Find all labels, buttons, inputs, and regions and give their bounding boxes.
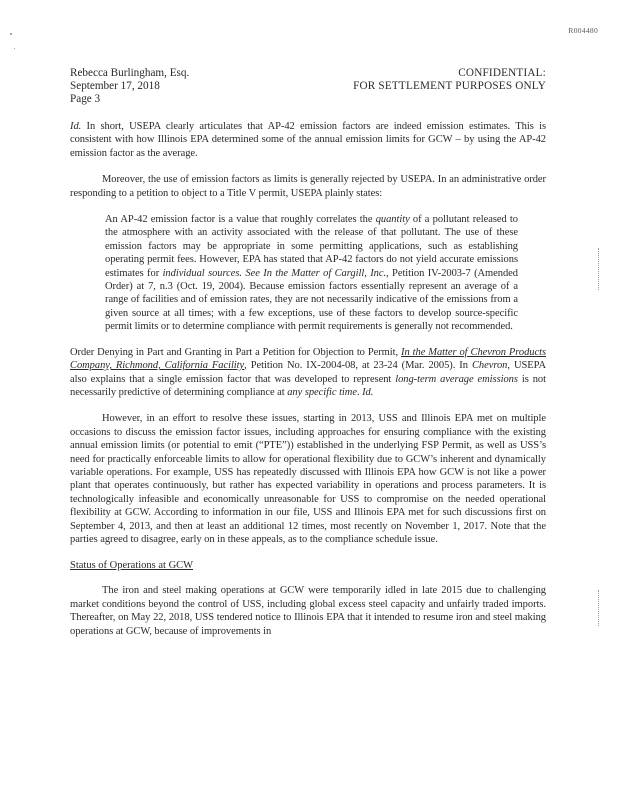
citation-id: Id. [70,121,82,132]
paragraph-text: However, in an effort to resolve these issues, starting in 2013, USS and Illinois EPA met on multiple occasions to discuss the emission factor issues, including approaches for ensuring compliance with the existing annual emission limits (or potential to emit (“PTE”)) established in the underlying FSP Permit, as well as USS’s need for practically enforceable limits to allow for operational flexibility due to GCW’s inherent and dynamically variable operations. For example, USS has repeatedly discussed with Illinois EPA how GCW is not like a power plant that operates continuously, but rather has expected variability in operations and process parameters. It is technologically infeasible and economically unreasonable for USS to compromise on the needed operational flexibility at GCW. According to information in our file, USS and Illinois EPA met for such discussions first on September 4, 2013, and then at least an additional 12 times, most recently on November 1, 2017. Note that the parties agreed to disagree, early on in these appeals, as to the compliance schedule issue. [70,413,546,545]
settlement-label: FOR SETTLEMENT PURPOSES ONLY [353,80,546,93]
paragraph-text: is not necessarily predictive of determining compliance at [70,373,546,398]
page-id-stamp: R004480 [568,26,598,35]
recipient-block [70,67,189,107]
letter-body [70,120,546,638]
quote-segment: An AP-42 emission factor is a value that roughly correlates the [105,214,376,226]
paragraph-status [70,584,546,638]
citation-id: Id. [362,386,374,398]
page-number: Page 3 [70,93,101,106]
paragraph-text: Moreover, the use of emission factors as limits is generally rejected by USEPA. In an administrative order responding to a petition to object to a Title V permit, USEPA plainly states: [70,174,546,199]
confidential-label: CONFIDENTIAL: [458,67,546,79]
margin-mark [598,590,600,626]
paragraph-text: , Petition No. IX-2004-08, at 23-24 (Mar. 2005). In [244,360,472,372]
quote-emphasis: individual sources. [162,267,242,279]
letter-date: September 17, 2018 [70,80,160,93]
case-citation: In the Matter of Chevron Products Company, Richmond, California Facility [70,346,546,372]
paragraph-text: Order Denying in Part and Granting in Part a Petition for Objection to Permit, [70,346,402,358]
quote-text [105,213,518,334]
confidential-notice [353,67,546,93]
emphasis: long-term average emissions [395,373,518,385]
scan-speck [14,48,15,49]
margin-mark [598,248,600,290]
letter-header [70,67,546,109]
paragraph-id-short [70,120,546,160]
paragraph-however [70,412,546,546]
case-short-name: Chevron [471,360,508,372]
recipient-name: Rebecca Burlingham, Esq. [70,67,190,79]
block-quote [105,213,518,334]
emphasis: any specific time [287,386,357,398]
quote-citation: See In the Matter of Cargill, Inc. [245,267,387,279]
quote-emphasis: quantity [375,214,410,226]
scan-speck [10,33,12,35]
paragraph-text: . [356,386,363,398]
paragraph-moreover [70,173,546,200]
paragraph-text: In short, USEPA clearly articulates that AP-42 emission factors are indeed emission estimates. This is consistent with how Illinois EPA determined some of the annual emission limits for GCW – by using the AP-42 emission factor as the average. [70,121,546,159]
section-heading: Status of Operations at GCW [70,560,194,572]
quote-segment: , Petition IV-2003-7 (Amended Order) at 7, n.3 (Oct. 19, 2004). Because emission factors essentially represent an average of a range of facilities and of emission rates, they are not necessarily indicative of the emissions from a given source at all times; with a few exceptions, use of these factors to develop source-specific permit limits or to determine compliance with permit requirements is generally not recommended. [105,267,518,333]
paragraph-text: , USEPA also explains that a single emission factor that was developed to represent [70,360,546,385]
paragraph-text: The iron and steel making operations at GCW were temporarily idled in late 2015 due to challenging market conditions beyond the control of USS, including global excess steel capacity and unfairly traded imports. Thereafter, on May 22, 2018, USS tendered notice to Illinois EPA that it intended to resume iron and steel making operations at GCW, because of improvements in [70,585,546,637]
paragraph-order-denying [70,346,546,400]
quote-segment: of a pollutant released to the atmosphere with an activity associated with the release of that pollutant. The use of these emission factors may be appropriate in some permitting applications, such as establishing operating permit fees. However, EPA has stated that AP-42 factors do not yield accurate emissions estimates for [105,214,518,279]
